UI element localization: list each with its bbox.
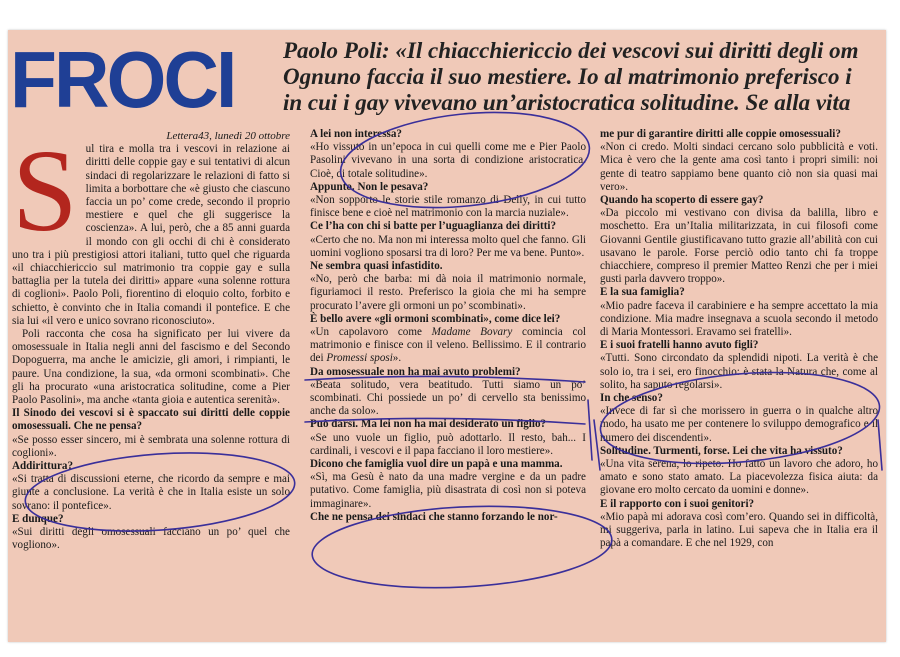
answer: «Una vita serena, lo ripeto. Ho fatto un lavoro che adoro, ho amato e sono stato amato. La piacevolezza fisica aiuta: da giovane ero molto cercato da uomini e donne». — [600, 458, 878, 497]
answer: «Non sopporto le storie stile romanzo di Delly, in cui tutto finisce bene e cioè nel matrimonio con la marcia nuziale». — [310, 194, 586, 220]
byline: Lettera43, lunedì 20 ottobre — [166, 130, 290, 142]
question: A lei non interessa? — [310, 128, 402, 140]
answer: «Mio padre faceva il carabiniere e ha sempre accettato la mia condizione. Mia madre insegnava a scuola secondo il metodo di Maria Montessori. Eravamo sei fratelli». — [600, 299, 878, 339]
answer: «Sui diritti degli omosessuali facciano un po’ quel che vogliono». — [12, 526, 290, 552]
answer: «Se uno vuole un figlio, può adottarlo. Il resto, bah... I cardinali, i vescovi e il papa facciano il loro mestiere». — [310, 431, 586, 457]
answer: «Ho vissuto in un’epoca in cui quelli come me e Pier Paolo Pasolini vivevano in una sorta di condizione aristocratica. Cioè, di totale solitudine». — [310, 141, 586, 180]
answer: «Beata solitudo, vera beatitudo. Tutti siamo un po’ scombinati. Chi possiede un po’ di cervello sta benissimo anche da solo». — [310, 378, 586, 418]
column-3 — [600, 128, 878, 551]
answer: «Da piccolo mi vestivano con divisa da balilla, libro e moschetto. Era un’Italia militarizzata, in cui filosofi come Giovanni Gentile giustificavano tutto grazie all’abilità con cui usavano le parole. Forse perciò odio tanto chi fa troppe chiacchiere, compreso il premier Matteo Renzi che per i miei gusti parla davvero troppo». — [600, 207, 878, 286]
question: Ce l’ha con chi si batte per l’uguaglianza dei diritti? — [310, 220, 557, 233]
answer: «No, però che barba: mi dà noia il matrimonio normale, figuriamoci il resto. Preferisco la gioia che mi ha sempre procurato l’avere gli ormoni un po’ scombinati». — [310, 273, 586, 312]
question: Appunto. Non le pesava? — [310, 180, 429, 193]
answer: «Sì, ma Gesù è nato da una madre vergine e da un padre putativo. Come famiglia, più disastrata di così non si poteva immaginare». — [310, 471, 586, 510]
answer-text: ». — [392, 352, 402, 365]
question: Può darsi. Ma lei non ha mai desiderato un figlio? — [310, 418, 547, 431]
question: Il Sinodo dei vescovi si è spaccato sui diritti delle coppie omosessuali. Che ne pensa? — [12, 407, 290, 433]
question: E dunque? — [12, 512, 64, 525]
deck-line: in cui i gay vivevano un’aristocratica solitudine. Se alla vita — [283, 90, 851, 115]
intro-text: ul tira e molla tra i vescovi in relazione ai diritti delle coppie gay e sui tentativi di alcun sindaci di regolarizzare le relazioni di fatto si limita a borbottare che «è giusto che ciascuno faccia un po’ come crede, secondo il proprio mestiere e quel che gli suggerisce la coscienza». A lui, però, che a 85 anni guarda il mondo con gli occhi di chi è considerato uno tra i più prestigiosi attori italiani, tutto quel che riguarda «il chiacchiericcio sul matrimonio tra coppie gay e sulla battaglia per la tutela dei diritti» appare «una solenne rottura di coglioni». Paolo Poli, fiorentino di eloquio colto, forbito e schietto, è convinto che in Italia comandi il pontefice. E che sia lui «il vero e unico sovrano riconosciuto». — [12, 143, 290, 327]
answer: «Tutti. Sono circondato da splendidi nipoti. La verità è che solo io, tra i sei, ero finocchio: è stata la Natura che, come al solito, ha saputo regolarsi». — [600, 352, 878, 391]
question: In che senso? — [600, 392, 663, 405]
column-1 — [12, 125, 290, 553]
deck — [283, 38, 886, 116]
answer-text: «Un capolavoro come — [310, 326, 432, 339]
question: Addirittura? — [12, 460, 74, 473]
deck-line: Ognuno faccia il suo mestiere. Io al matrimonio preferisco i — [283, 64, 852, 89]
question: E il rapporto con i suoi genitori? — [600, 497, 755, 510]
question: Solitudine. Turmenti, forse. Lei che vita ha vissuto? — [600, 444, 843, 457]
question: Quando ha scoperto di essere gay? — [600, 194, 764, 207]
dropcap: S — [12, 125, 78, 257]
question: Che ne pensa dei sindaci che stanno forzando le nor- — [310, 510, 558, 523]
question: E i suoi fratelli hanno avuto figli? — [600, 339, 759, 352]
answer: «Non ci credo. Molti sindaci cercano solo pubblicità e voti. Mica è vero che la gente ama così tanto i propri simili: noi gente di teatro sappiamo bene quanto ciò non sia quasi mai vero». — [600, 141, 878, 193]
answer: «Se posso esser sincero, mi è sembrata una solenne rottura di coglioni». — [12, 433, 290, 459]
answer: «Certo che no. Ma non mi interessa molto quel che fanno. Gli uomini vogliono sposarsi tra di loro? Per me va bene. Punto». — [310, 233, 586, 259]
headline: FROCI — [10, 35, 235, 124]
answer — [310, 326, 586, 366]
question: Da omosessuale non ha mai avuto problemi? — [310, 365, 521, 378]
paragraph: Poli racconta che cosa ha significato per lui vivere da omosessuale in Italia negli anni del fascismo e del Secondo Dopoguerra, ma anche le amicizie, gli amori, i rimpianti, le paure. Una condizione, la sua, «da ormoni scombinati». Che gli ha procurato «una aristocratica solitudine, come a Pier Paolo Pasolini», ma anche «tanta gioia e autentica serenità». — [12, 328, 290, 407]
question: Ne sembra quasi infastidito. — [310, 260, 443, 273]
book-title: Promessi sposi — [326, 352, 393, 365]
question: È bello avere «gli ormoni scombinati», come dice lei? — [310, 312, 561, 325]
answer-text: comincia col matrimonio e finisce con il veleno. Bellissimo. E il contrario dei — [310, 326, 586, 365]
deck-line: Paolo Poli: «Il chiacchiericcio dei vescovi sui diritti degli om — [283, 38, 859, 63]
answer: «Mio papà mi adorava così com’ero. Quando sei in difficoltà, mi suggeriva, parla in latino. Lui sapeva che in Italia era il papà a comandare. E che nel 1929, con — [600, 510, 878, 550]
newspaper-clipping — [8, 30, 886, 642]
question: E la sua famiglia? — [600, 286, 685, 299]
answer: «Si tratta di discussioni eterne, che ricordo da sempre e mai giunte a conclusione. La verità è che in Italia esiste un solo sovrano: il pontefice». — [12, 473, 290, 512]
answer: «Invece di far sì che morissero in guerra o in qualche altro modo, ha usato me per contenere lo sviluppo demografico e il numero dei discendenti». — [600, 405, 878, 444]
book-title: Madame Bovary — [431, 326, 513, 339]
question: Dicono che famiglia vuol dire un papà e una mamma. — [310, 458, 563, 471]
question: me pur di garantire diritti alle coppie omosessuali? — [600, 128, 841, 140]
column-2 — [310, 128, 586, 524]
